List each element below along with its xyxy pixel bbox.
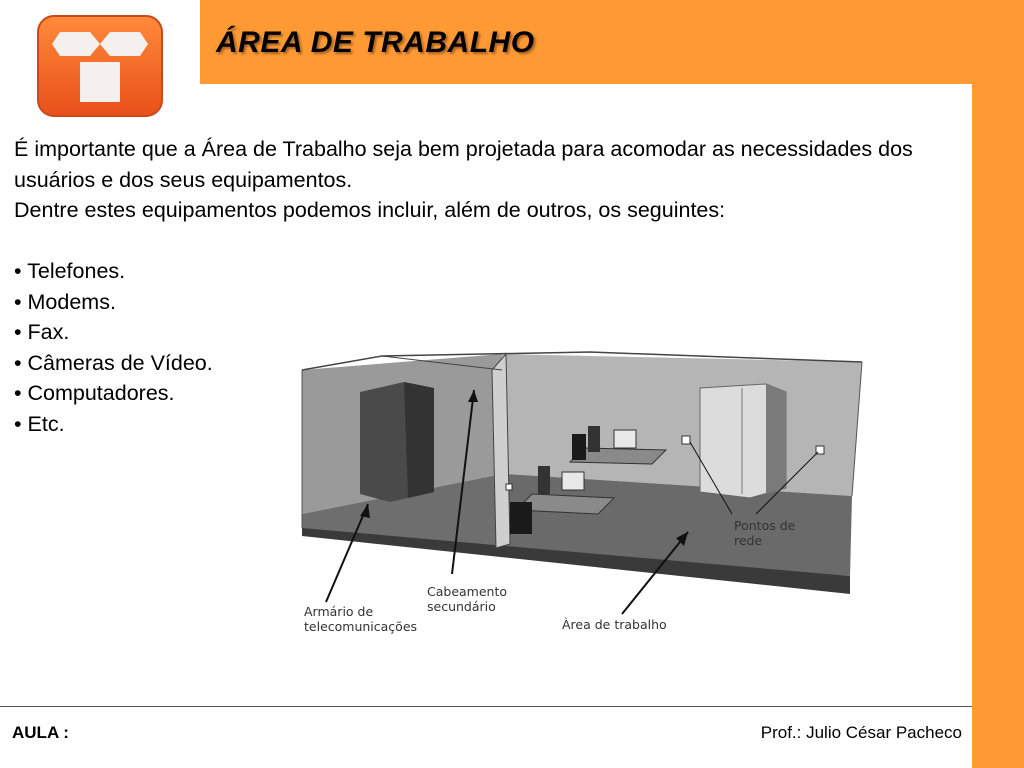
cube-logo-icon — [36, 14, 164, 118]
list-item: • Modems. — [14, 289, 116, 314]
label-rack-line1: Armário de — [304, 604, 374, 619]
computer-icon — [538, 466, 550, 494]
network-outlet — [682, 436, 690, 444]
list-item: • Fax. — [14, 320, 70, 344]
label-cabling-line2: secundário — [427, 599, 496, 614]
page-title: ÁREA DE TRABALHO — [216, 26, 535, 59]
list-item: • Telefones. — [14, 259, 126, 283]
footer-divider — [0, 706, 972, 707]
list-item: • Computadores. — [14, 381, 175, 405]
intro-paragraph: É importante que a Área de Trabalho seja bem projetada para acomodar as necessidades dos usuários e dos seus equipamentos. — [14, 137, 913, 192]
right-room-wall — [502, 354, 862, 496]
chair-icon — [572, 434, 586, 460]
footer-author: Prof.: Julio César Pacheco — [760, 723, 962, 742]
chair-icon — [510, 502, 532, 534]
monitor-icon — [614, 430, 636, 448]
list-intro-paragraph: Dentre estes equipamentos podemos incluir, além de outros, os seguintes: — [14, 198, 726, 222]
label-work-area: Àrea de trabalho — [562, 617, 667, 632]
list-item: • Câmeras de Vídeo. — [14, 350, 213, 375]
work-area-diagram — [296, 344, 868, 640]
label-network-points-line2: rede — [734, 533, 763, 548]
computer-icon — [588, 426, 600, 452]
label-cabling-line1: Cabeamento — [427, 584, 508, 599]
list-item: • Etc. — [14, 411, 65, 436]
footer-lesson-label: AULA : — [12, 723, 69, 742]
label-network-points-line1: Pontos de — [734, 518, 796, 533]
monitor-icon — [562, 472, 584, 490]
right-side-band — [972, 84, 1024, 768]
network-outlet — [506, 484, 512, 490]
label-rack-line2: telecomunicações — [304, 619, 418, 634]
